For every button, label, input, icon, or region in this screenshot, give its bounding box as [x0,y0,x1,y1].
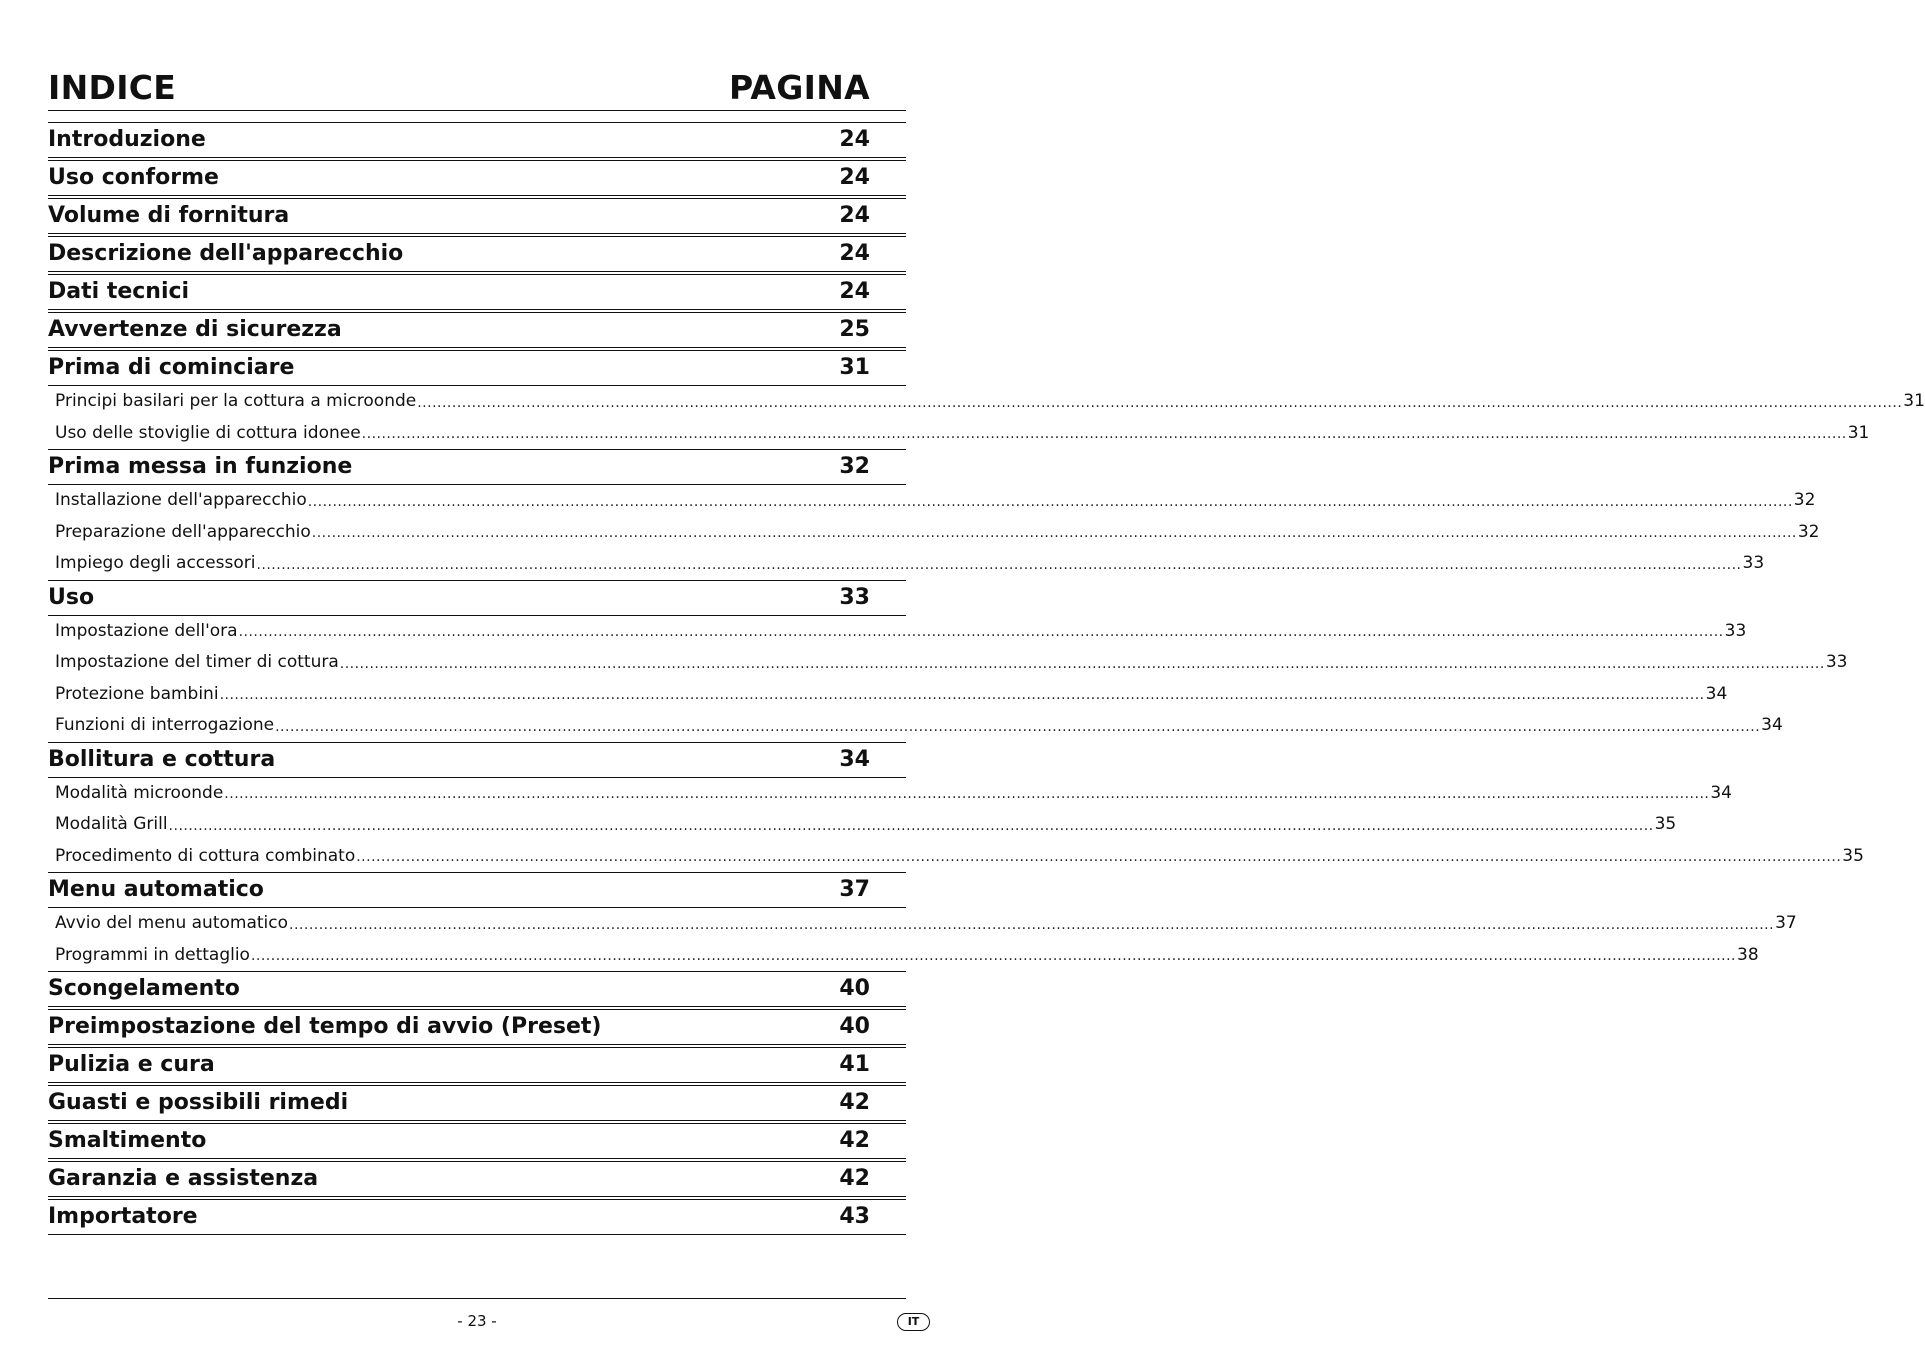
toc-entry-page: 37 [839,877,870,902]
toc-subentry[interactable] [55,710,1783,742]
table-of-contents [48,122,1925,1235]
toc-entry-title: Importatore [48,1204,198,1229]
toc-entry-title: Garanzia e assistenza [48,1166,319,1191]
toc-entry-page: 42 [839,1128,870,1153]
toc-subentry-title: Preparazione dell'apparecchio [55,521,311,542]
dot-leader: ............................................................................................................................................................................................................................................................................................................ [339,655,1825,672]
toc-entry[interactable] [48,312,906,348]
toc-subentry[interactable] [55,386,1925,418]
language-badge: IT [897,1313,930,1331]
toc-subentry[interactable] [55,647,1848,679]
toc-subentry-page: 32 [1797,521,1820,542]
toc-entry-title: Pulizia e cura [48,1052,215,1077]
toc-entry-page: 24 [839,127,870,152]
toc-subentry-page: 32 [1793,490,1816,511]
toc-entry[interactable] [48,1009,906,1045]
dot-leader: ............................................................................................................................................................................................................................................................................................................ [224,786,1710,802]
toc-entry[interactable] [48,198,906,234]
toc-subentry-page: 35 [1654,814,1677,835]
toc-subentry-page: 31 [1847,422,1870,443]
toc-entry[interactable] [48,1085,906,1121]
toc-entry-title: Descrizione dell'apparecchio [48,241,404,266]
toc-subentry-title: Avvio del menu automatico [55,913,289,934]
toc-subentry-title: Impiego degli accessori [55,553,256,574]
toc-subentry[interactable] [55,809,1677,841]
toc-subentry[interactable] [55,418,1870,450]
toc-entry[interactable] [48,1161,906,1197]
toc-subentry-title: Modalità microonde [55,782,224,803]
dot-leader: ............................................................................................................................................................................................................................................................................................................ [289,916,1775,933]
dot-leader: ............................................................................................................................................................................................................................................................................................................ [361,426,1847,442]
toc-subentry-page: 34 [1761,715,1783,736]
toc-entry[interactable] [48,971,906,1007]
toc-entry[interactable] [48,1199,906,1235]
dot-leader: ............................................................................................................................................................................................................................................................................................................ [307,493,1793,510]
toc-entry-title: Uso [48,584,95,610]
toc-subentry-page: 33 [1825,652,1848,673]
toc-entry-page: 40 [839,976,870,1001]
toc-entry[interactable] [48,1047,906,1083]
dot-leader: ............................................................................................................................................................................................................................................................................................................ [219,687,1705,703]
dot-leader: ............................................................................................................................................................................................................................................................................................................ [356,849,1842,865]
toc-subentry-page: 33 [1742,553,1765,574]
toc-entry-page: 24 [839,241,870,266]
toc-entry-page: 42 [839,1166,870,1191]
toc-subentry[interactable] [55,778,1732,810]
dot-leader: ............................................................................................................................................................................................................................................................................................................ [275,718,1761,735]
page-column-label: PAGINA [728,68,870,107]
toc-subentry[interactable] [55,679,1728,711]
toc-entry-title: Dati tecnici [48,279,190,304]
toc-entry-title: Guasti e possibili rimedi [48,1090,349,1115]
toc-entry-page: 41 [839,1052,870,1077]
dot-leader: ............................................................................................................................................................................................................................................................................................................ [417,394,1903,411]
dot-leader: ............................................................................................................................................................................................................................................................................................................ [168,817,1654,834]
toc-entry[interactable] [48,236,906,272]
toc-entry-page: 32 [839,454,870,479]
footer-divider [48,1298,906,1299]
toc-entry[interactable] [48,350,906,386]
toc-entry-title: Preimpostazione del tempo di avvio (Preset) [48,1014,602,1039]
toc-entry-title: Prima di cominciare [48,355,295,380]
toc-subentry-title: Installazione dell'apparecchio [55,490,307,511]
toc-entry-page: 24 [839,203,870,228]
toc-subentry-title: Funzioni di interrogazione [55,715,275,736]
toc-entry-page: 33 [839,584,870,610]
toc-entry-title: Bollitura e cottura [48,746,276,772]
toc-subentry-page: 34 [1710,782,1732,803]
toc-title: INDICE [48,68,177,107]
toc-entry[interactable] [48,580,906,616]
toc-subentry-page: 31 [1903,391,1925,412]
toc-entry-page: 31 [839,355,870,380]
toc-subentry-page: 35 [1842,845,1864,866]
page-number: - 23 - [457,1312,497,1330]
toc-entry[interactable] [48,274,906,310]
toc-subentry-page: 38 [1737,944,1759,965]
toc-subentry[interactable] [55,548,1765,580]
toc-subentry[interactable] [55,940,1759,972]
toc-entry-title: Menu automatico [48,877,264,902]
toc-subentry-title: Modalità Grill [55,814,168,835]
toc-subentry-page: 34 [1705,683,1728,704]
toc-subentry[interactable] [55,841,1864,873]
toc-entry-title: Uso conforme [48,165,219,190]
toc-entry[interactable] [48,1123,906,1159]
toc-subentry-title: Protezione bambini [55,683,219,704]
toc-subentry[interactable] [55,517,1820,549]
toc-entry[interactable] [48,160,906,196]
toc-entry-page: 24 [839,279,870,304]
toc-entry-title: Scongelamento [48,976,240,1001]
toc-subentry-title: Uso delle stoviglie di cottura idonee [55,422,361,443]
dot-leader: ............................................................................................................................................................................................................................................................................................................ [311,525,1797,541]
toc-entry-page: 25 [839,317,870,342]
toc-subentry-page: 37 [1775,913,1797,934]
toc-subentry-page: 33 [1724,620,1747,641]
toc-entry-page: 40 [839,1014,870,1039]
dot-leader: ............................................................................................................................................................................................................................................................................................................ [256,556,1742,573]
toc-subentry[interactable] [55,485,1816,517]
toc-entry-title: Volume di fornitura [48,203,290,228]
toc-entry[interactable] [48,872,906,908]
toc-entry-title: Introduzione [48,127,206,152]
toc-entry-title: Prima messa in funzione [48,454,353,479]
toc-header [48,64,906,111]
toc-subentry-title: Impostazione del timer di cottura [55,652,339,673]
toc-entry-page: 42 [839,1090,870,1115]
toc-entry-title: Smaltimento [48,1128,207,1153]
toc-entry-title: Avvertenze di sicurezza [48,317,342,342]
toc-subentry[interactable] [55,908,1797,940]
dot-leader: ............................................................................................................................................................................................................................................................................................................ [250,948,1737,964]
dot-leader: ............................................................................................................................................................................................................................................................................................................ [238,624,1724,640]
toc-entry-page: 24 [839,165,870,190]
toc-subentry-title: Impostazione dell'ora [55,620,238,641]
toc-subentry[interactable] [55,616,1747,648]
toc-subentry-title: Procedimento di cottura combinato [55,845,356,866]
toc-entry[interactable] [48,122,906,158]
toc-subentry-title: Principi basilari per la cottura a microonde [55,391,417,412]
toc-entry-page: 43 [839,1204,870,1229]
toc-entry-page: 34 [839,746,870,772]
toc-entry[interactable] [48,742,906,778]
toc-entry[interactable] [48,449,906,485]
toc-subentry-title: Programmi in dettaglio [55,944,250,965]
